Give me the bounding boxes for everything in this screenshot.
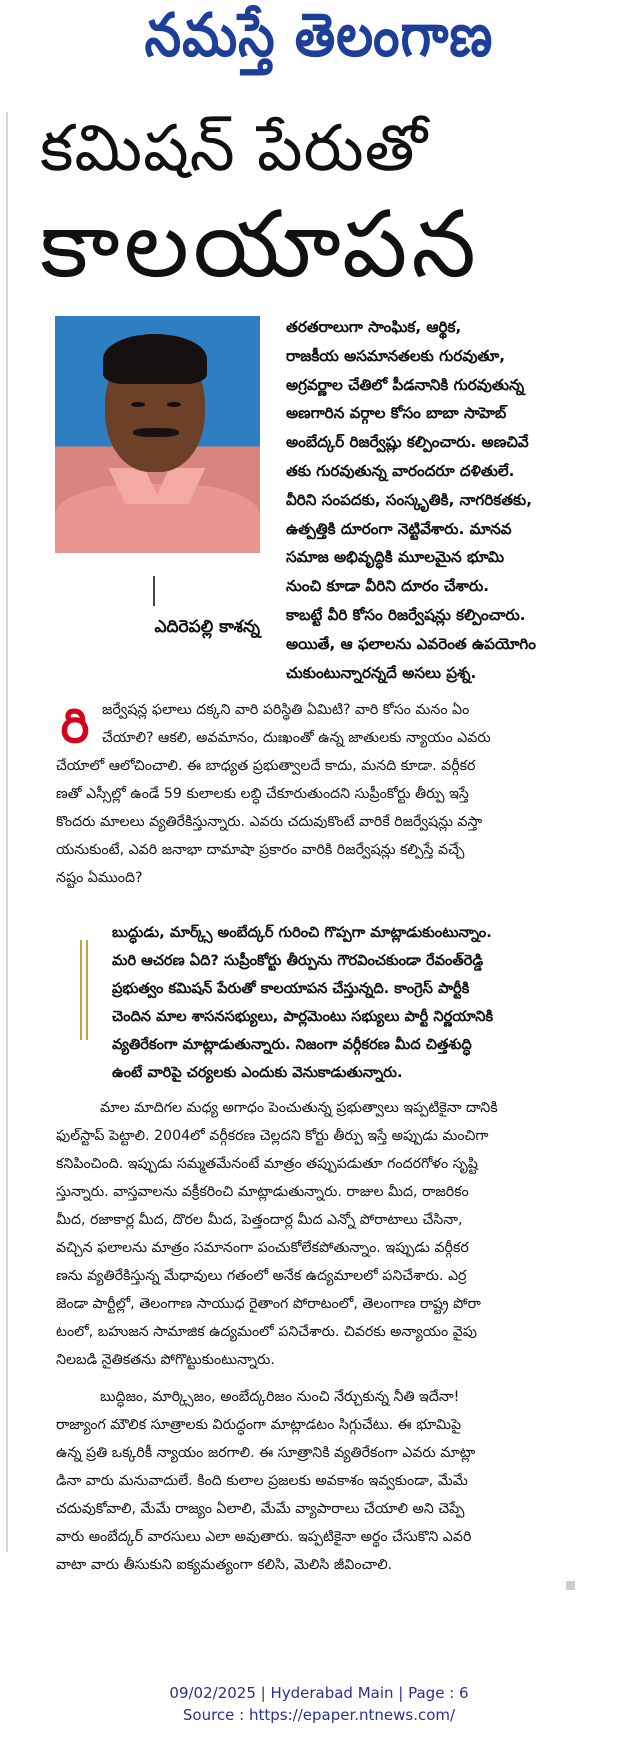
body-line: కొందరు మాలలు వ్యతిరేకిస్తున్నారు. ఎవరు చదువుకొంటే వారికే రిజర్వేషన్లు వస్తా — [56, 814, 483, 830]
pull-quote — [112, 919, 632, 1087]
body-line: చదువుకోవాలి, మేమే రాజ్యం ఏలాలి, మేమే వ్యాపారాలు చేయాలి అని చెప్పే — [56, 1501, 465, 1517]
body-line: ఉన్న ప్రతి ఒక్కరికీ న్యాయం జరగాలి. ఈ సూత్రానికి వ్యతిరేకంగా ఎవరు మాట్లా — [56, 1445, 476, 1461]
masthead-title: నమస్తే తెలంగాణ — [144, 0, 494, 71]
photo-eye-left — [131, 402, 145, 407]
author-divider — [153, 576, 155, 606]
masthead — [0, 0, 638, 88]
author-byline: ఎదిరెపల్లి కాశన్న — [154, 617, 260, 637]
headline — [40, 108, 630, 300]
intro-line: తరతరాలుగా సాంఘిక, ఆర్థిక, — [286, 318, 462, 336]
intro-line: ఉత్పత్తికి దూరంగా నెట్టివేశారు. మానవ — [286, 519, 512, 538]
quote-line: చెందిన మాల శాసనసభ్యులు, పార్లమెంటు సభ్యులు పార్టీ నిర్ణయానికి — [112, 1008, 494, 1025]
paragraph-2 — [56, 1094, 631, 1374]
intro-line: చుకుంటున్నారన్నదే అసలు ప్రశ్న. — [286, 663, 477, 682]
quote-line: బుద్ధుడు, మార్క్స్ అంబేద్కర్ గురించి గొప్పగా మాట్లాడుకుంటున్నాం. — [112, 924, 492, 941]
footer-edition-info: 09/02/2025 | Hyderabad Main | Page : 6 — [169, 1684, 469, 1702]
body-line: నష్టం ఏముంది? — [56, 870, 143, 886]
body-line: చేయాలి? ఆకలి, అవమానం, దుఃఖంతో ఉన్న జాతులకు న్యాయం ఎవరు — [102, 730, 491, 746]
intro-line: కాబట్టే వీరి కోసం రిజర్వేషన్లు కల్పించారు. — [286, 605, 526, 624]
article-end-mark — [566, 1581, 575, 1590]
body-line: ఫుల్‌స్టాప్ పెట్టాలి. 2004లో వర్గీకరణ చెల్లదని కోర్టు తీర్పు ఇస్తే అప్పుడు మంచిగా — [56, 1128, 489, 1144]
intro-text — [286, 313, 631, 687]
body-line: మాల మాదిగల మధ్య అగాధం పెంచుతున్న ప్రభుత్వాలు ఇప్పటికైనా దానికి — [100, 1100, 498, 1116]
intro-line: అగ్రవర్ణాల చేతిలో పీడనానికి గురవుతున్న — [286, 375, 525, 394]
body-line: జర్వేషన్ల ఫలాలు దక్కని వారి పరిస్థితి ఏమిటి? వారి కోసం మనం ఏం — [102, 702, 470, 718]
body-line: కనిపించింది. ఇప్పుడు సమ్మతమేనంటే మాత్రం తప్పుపడుతూ గందరగోళం సృష్టి — [56, 1156, 478, 1172]
headline-line-1: కమిషన్ పేరుతో — [40, 112, 429, 186]
left-column-rule — [6, 112, 8, 1552]
body-line: వారు అంబేద్కర్ వారసులు ఎలా అవుతారు. ఇప్పటికైనా అర్థం చేసుకొని ఎవరి — [56, 1529, 472, 1545]
quote-line: వ్యతిరేకంగా మాట్లాడుతున్నారు. నిజంగా వర్గీకరణ మీద చిత్తశుద్ధి — [112, 1036, 472, 1053]
footer — [0, 1682, 638, 1726]
photo-eye-right — [167, 402, 181, 407]
body-line: వచ్చిన ఫలాలను మాత్రం సమానంగా పంచుకోలేకపోతున్నాం. ఇప్పుడు వర్గీకర — [56, 1240, 469, 1256]
intro-line: తకు గురవుతున్న వారందరూ దళితులే. — [286, 461, 515, 480]
intro-line: సమాజ అభివృద్ధికి మూలమైన భూమి — [286, 548, 505, 567]
body-line: ణను వ్యతిరేకిస్తున్న మేధావులు గతంలో అనేక ఉద్యమాలలో పనిచేశారు. ఎర్ర — [56, 1268, 467, 1284]
body-line: రాజ్యాంగ మౌలిక సూత్రాలకు విరుద్ధంగా మాట్లాడటం సిగ్గుచేటు. ఈ భూమిపై — [56, 1417, 462, 1433]
photo-moustache — [133, 428, 179, 437]
body-line: బుద్ధిజం, మార్క్సిజం, అంబేద్కరిజం నుంచి నేర్చుకున్న నీతి ఇదేనా! — [100, 1389, 460, 1405]
photo-hair — [103, 334, 207, 384]
body-line: చేయాలో ఆలోచించాలి. ఈ బాధ్యత ప్రభుత్వాలదే కాదు, మనది కూడా. వర్గీకర — [56, 758, 476, 774]
body-line: యనుకుంటే, ఎవరి జనాభా దామాషా ప్రకారం వారికి రిజర్వేషన్లు కల్పిస్తే వచ్చే — [56, 842, 465, 858]
quote-line: మరి ఆచరణ ఏది? సుప్రీంకోర్టు తీర్పును గౌరవించకుండా రేవంత్‌రెడ్డి — [112, 952, 484, 969]
footer-source: Source : https://epaper.ntnews.com/ — [182, 1706, 456, 1724]
body-line: వాటా వారు తీసుకుని ఐక్యమత్యంగా కలిసి, మెలిసి జీవించాలి. — [56, 1557, 393, 1573]
body-line: మీద, రజాకార్ల మీద, దొరల మీద, పెత్తందార్ల మీద ఎన్నో పోరాటాలు చేసినా, — [56, 1212, 463, 1228]
author-photo — [55, 316, 260, 553]
body-line: స్తున్నారు. వాస్తవాలను వక్రీకరించి మాట్లాడుతున్నారు. రాజుల మీద, రాజరికం — [56, 1184, 469, 1200]
body-line: ణతో ఎస్సీల్లో ఉండే 59 కులాలకు లబ్ధి చేకూరుతుందని సుప్రీంకోర్టు తీర్పు ఇస్తే — [56, 786, 469, 802]
intro-line: అయితే, ఆ ఫలాలను ఎవరెంత ఉపయోగిం — [286, 634, 536, 653]
intro-line: రాజకీయ అసమానతలకు గురవుతూ, — [286, 346, 506, 365]
body-line: నిలబడి నైతికతను పోగొట్టుకుంటున్నారు. — [56, 1352, 275, 1368]
paragraph-1 — [56, 696, 631, 892]
body-line: డినా వారు మనువాదులే. కింది కులాల ప్రజలకు అవకాశం ఇవ్వకుండా, మేమే — [56, 1473, 468, 1489]
pull-quote-bars — [80, 940, 92, 1040]
body-line: టంలో, బహుజన సామాజిక ఉద్యమంలో పనిచేశారు. చివరకు అన్యాయం వైపు — [56, 1324, 477, 1340]
intro-line: నుంచి కూడా వీరిని దూరం చేశారు. — [286, 577, 489, 596]
intro-line: అణగారిన వర్గాల కోసం బాబా సాహెబ్ — [286, 404, 507, 423]
intro-line: వీరిని సంపదకు, సంస్కృతికి, నాగరికతకు, — [286, 490, 532, 509]
intro-line: అంబేద్కర్ రిజర్వేష్లు కల్పించారు. అణచివే — [286, 433, 529, 452]
headline-line-2: కాలయాపన — [40, 191, 480, 298]
paragraph-3 — [56, 1383, 631, 1579]
body-line: జెండా పార్టీల్లో, తెలంగాణ సాయుధ రైతాంగ పోరాటంలో, తెలంగాణ రాష్ట్ర పోరా — [56, 1296, 481, 1312]
quote-line: ప్రభుత్వం కమిషన్ పేరుతో కాలయాపన చేస్తున్నది. కాంగ్రెస్ పార్టీకి — [112, 980, 470, 997]
quote-line: ఉంటే వారిపై చర్యలకు ఎందుకు వెనుకాడుతున్నారు. — [112, 1064, 403, 1081]
drop-cap: రి — [60, 698, 90, 754]
